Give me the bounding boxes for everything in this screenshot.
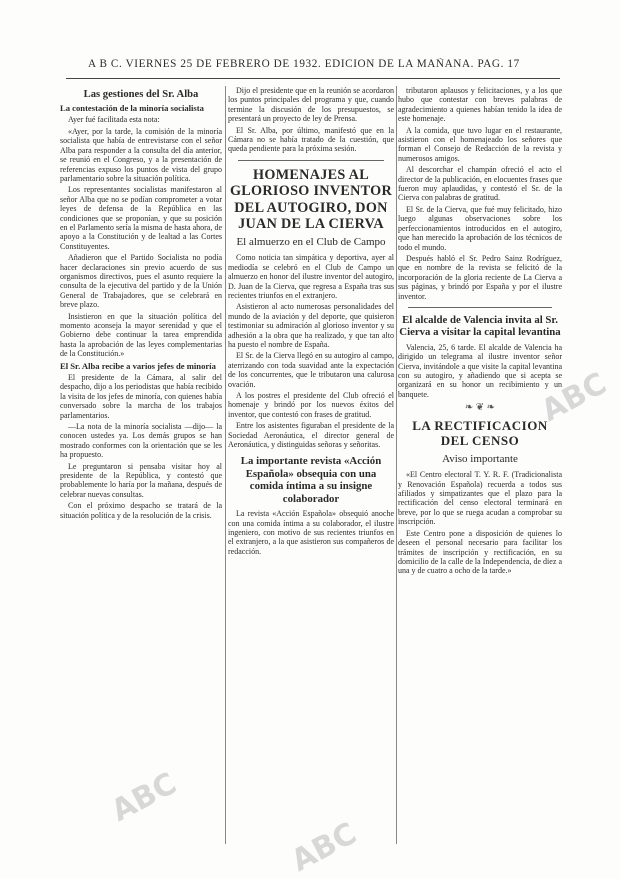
paragraph: Con el próximo despacho se tratará de la situación política y de la resolución de la crisis. bbox=[60, 501, 222, 520]
paragraph: «El Centro electoral T. Y. R. F. (Tradicionalista y Renovación Española) recuerda a todos sus afiliados y simpatizantes que el plazo para la rectificación del censo electoral terminará en breve, por lo que se ruega acudan a comprobar su inscripción. bbox=[398, 470, 562, 527]
paragraph: A la comida, que tuvo lugar en el restaurante, asistieron con el homenajeado los señores que forman el Consejo de Redacción de la revista y numerosos amigos. bbox=[398, 125, 562, 163]
column-3 bbox=[398, 86, 562, 846]
headline-censo: LA RECTIFICACION DEL CENSO bbox=[412, 418, 548, 449]
paragraph: —La nota de la minoría socialista —dijo— la conocen ustedes ya. Los demás grupos se han mostrado conformes con la orientación que se les ha propuesto. bbox=[60, 421, 222, 460]
heading-valencia-invite: El alcalde de Valencia invita al Sr. Cierva a visitar la capital levantina bbox=[399, 313, 561, 339]
column-2 bbox=[228, 86, 394, 846]
paragraph: Dijo el presidente que en la reunión se acordaron los puntos principales del programa y que, cuando termine la discusión de los presupuestos, se presentará un proyecto de ley de Prensa. bbox=[228, 86, 394, 124]
paragraph: Entre los asistentes figuraban el presidente de la Sociedad Aeronáutica, el director general de Aeronáutica, y distinguidas señoras y señoritas. bbox=[228, 421, 394, 450]
header-rule bbox=[66, 78, 560, 79]
watermark-abc: ABC bbox=[105, 766, 183, 829]
paragraph: «Ayer, por la tarde, la comisión de la minoría socialista que había de entrevistarse con el señor Alba para responder a la consulta del día anterior, se reunió en el Congreso, y a la presentación de referencias expuso los puntos de vista del grupo parlamentario sobre la situación política. bbox=[60, 126, 222, 183]
article-heading-alba: Las gestiones del Sr. Alba bbox=[83, 89, 199, 100]
paragraph: Este Centro pone a disposición de quienes lo deseen el personal necesario para facilitar los trámites de inscripción y rectificación, en su domicilio de la calle de la Independencia, de diez a una y de cuatro a ocho de la tarde.» bbox=[398, 528, 562, 576]
heading-accion-espanola: La importante revista «Acción Española» obsequia con una comida íntima a su insigne colaborador bbox=[240, 455, 382, 505]
paragraph: La revista «Acción Española» obsequió anoche con una comida íntima a su colaborador, el ilustre ingeniero, con motivo de sus recientes triunfos en el extranjero, a la que asistieron sus compañeros de redacción. bbox=[228, 509, 394, 556]
paragraph: Ayer fué facilitada esta nota: bbox=[68, 115, 160, 125]
paragraph: tributaron aplausos y felicitaciones, y a los que hubo que contestar con breves palabras de agradecimiento a quienes habían tenido la idea de este homenaje. bbox=[398, 86, 562, 124]
paragraph: El Sr. Alba, por último, manifestó que en la Cámara no se había tratado de la cuestión, que queda pendiente para la próxima sesión. bbox=[228, 125, 394, 154]
watermark-abc: ABC bbox=[285, 816, 363, 879]
ornament-divider: ❧ ❦ ❧ bbox=[464, 402, 496, 414]
watermark-abc: ABC bbox=[535, 366, 613, 429]
headline-homenajes: HOMENAJES AL GLORIOSO INVENTOR DEL AUTOGIRO, DON JUAN DE LA CIERVA bbox=[229, 166, 393, 232]
section-rule bbox=[408, 307, 552, 308]
paragraph: Como noticia tan simpática y deportiva, ayer al mediodía se celebró en el Club de Campo un almuerzo en honor del ilustre inventor del autogiro, D. Juan de la Cierva, que regresa a España tras sus recientes triunfos en el extranjero. bbox=[228, 253, 394, 300]
page-header: A B C. VIERNES 25 DE FEBRERO DE 1932. EDICION DE LA MAÑANA. PAG. 17 bbox=[88, 58, 520, 70]
subheadline-aviso: Aviso importante bbox=[442, 453, 518, 466]
paragraph: Insistieron en que la situación política del momento aconseja la mayor serenidad y que el Gobierno debe continuar la tarea emprendida hasta la aprobación de las leyes complementarias de la Constitución.» bbox=[60, 311, 222, 359]
paragraph: Después habló el Sr. Pedro Sainz Rodríguez, que en nombre de la revista se felicitó de la incorporación de la gloria reciente de La Cierva a sus páginas, y brindó por España y por el ilustre inventor. bbox=[398, 253, 562, 301]
paragraph: A los postres el presidente del Club ofreció el homenaje y brindó por los nuevos éxitos del inventor, que contestó con frases de gratitud. bbox=[228, 391, 394, 419]
section-rule bbox=[238, 160, 384, 161]
column-divider-2 bbox=[396, 86, 397, 844]
subheading-socialist-reply: La contestación de la minoría socialista bbox=[60, 103, 204, 114]
paragraph: El Sr. de la Cierva llegó en su autogiro al campo, aterrizando con toda suavidad ante la expectación de los concurrentes, que le tributaron una calurosa ovación. bbox=[228, 351, 394, 389]
paragraph: Añadieron que el Partido Socialista no podía hacer declaraciones sin previo acuerdo de sus organismos directivos, pues el asunto requiere la consulta de la ejecutiva del partido y de la Unión General de Trabajadores, que se celebrará en breve plazo. bbox=[60, 253, 222, 310]
paragraph: El presidente de la Cámara, al salir del despacho, dijo a los periodistas que había recibido la visita de los jefes de minoría, con quienes había conversado sobre la marcha de los trabajos parlamentarios. bbox=[60, 372, 222, 420]
paragraph: Los representantes socialistas manifestaron al señor Alba que no se podían comprometer a votar leyes de defensa de la República en las condiciones que se proponían, y que su posición en el Parlamento sería la misma de hasta ahora, de apoyo a la Constitución y de lealtad a las Cortes Constituyentes. bbox=[60, 185, 222, 251]
column-divider-1 bbox=[225, 86, 226, 844]
column-1 bbox=[60, 86, 222, 846]
paragraph: Asistieron al acto numerosas personalidades del mundo de la aviación y del deporte, que quisieron testimoniar su admiración al glorioso inventor y su adhesión a la obra que ha realizado, y que tan alto ha puesto el nombre de España. bbox=[228, 302, 394, 349]
subheadline-club-de-campo: El almuerzo en el Club de Campo bbox=[236, 236, 386, 249]
subheading-minority-leaders: El Sr. Alba recibe a varios jefes de minoría bbox=[60, 360, 216, 371]
paragraph: Al descorchar el champán ofreció el acto el director de la publicación, en elocuentes frases que fueron muy aplaudidas, y contestó el Sr. de la Cierva con palabras de gratitud. bbox=[398, 165, 562, 203]
paragraph: Le preguntaron si pensaba visitar hoy al presidente de la República, y contestó que probablemente lo haría por la mañana, después de celebrar nuevas consultas. bbox=[60, 461, 222, 499]
paragraph: El Sr. de la Cierva, que fué muy felicitado, hizo luego algunas observaciones sobre los perfeccionamientos introducidos en el autogiro, que han merecido la aprobación de los técnicos de todo el mundo. bbox=[398, 204, 562, 252]
paragraph: Valencia, 25, 6 tarde. El alcalde de Valencia ha dirigido un telegrama al ilustre inventor señor Cierva, invitándole a que visite la capital levantina con su autogiro, y añadiendo que si acepta se organizará en su honor un recibimiento y un banquete. bbox=[398, 342, 562, 399]
